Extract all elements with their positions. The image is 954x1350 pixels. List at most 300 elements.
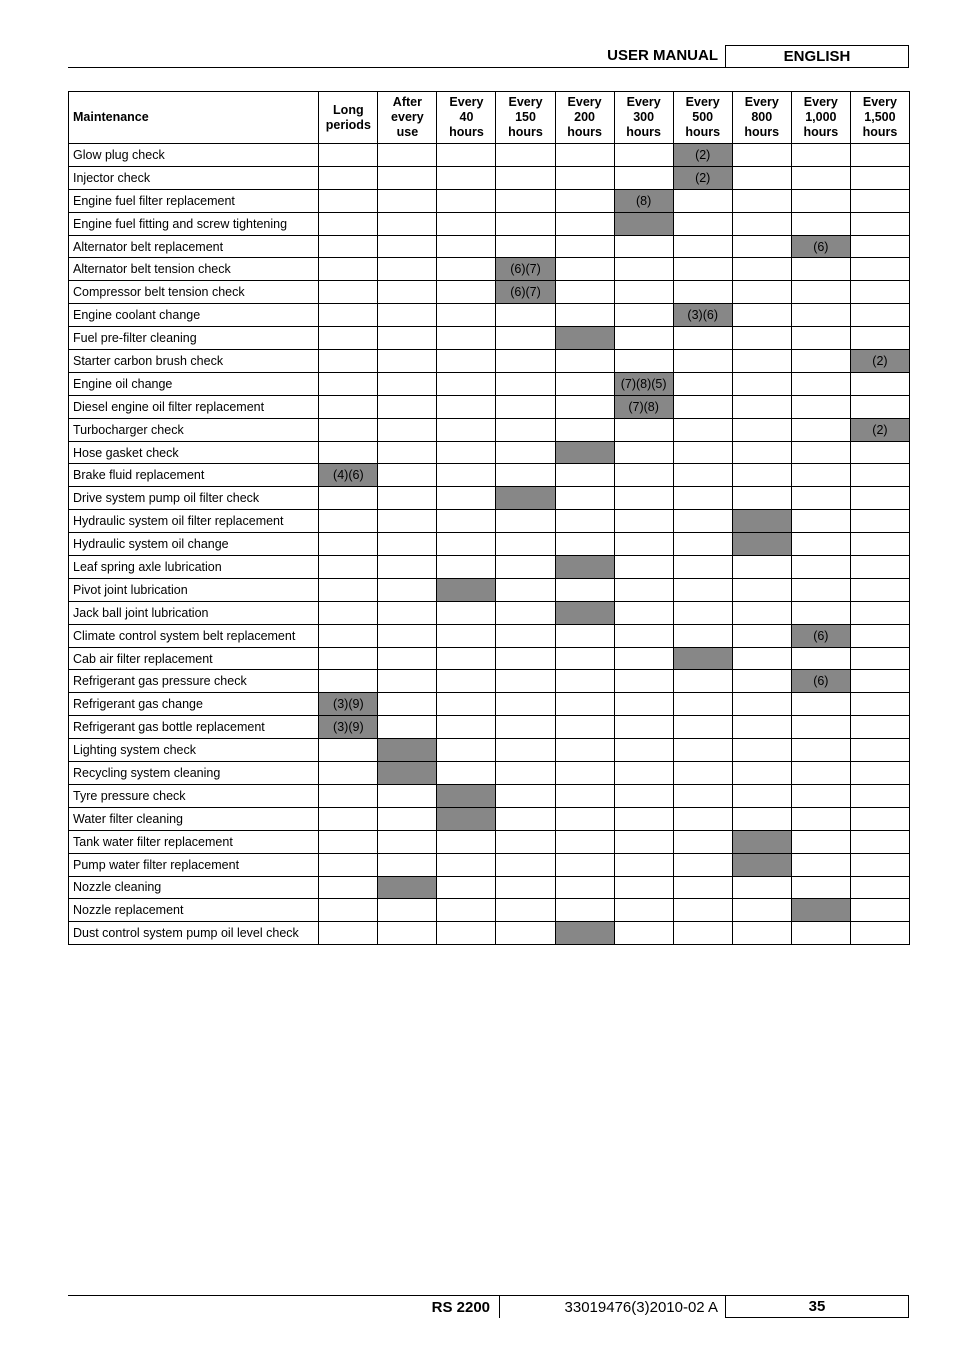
table-row: [69, 739, 910, 762]
empty-cell: [850, 372, 909, 395]
empty-cell: [673, 762, 732, 785]
table-row: [69, 601, 910, 624]
empty-cell: [378, 670, 437, 693]
empty-cell: [437, 418, 496, 441]
scheduled-cell: (6): [791, 624, 850, 647]
scheduled-cell: (2): [850, 350, 909, 373]
empty-cell: [437, 556, 496, 579]
scheduled-cell: (6)(7): [496, 281, 555, 304]
task-label: Nozzle cleaning: [69, 876, 319, 899]
empty-cell: [614, 281, 673, 304]
scheduled-cell: [378, 876, 437, 899]
column-header-line: hours: [449, 125, 484, 139]
empty-cell: [732, 212, 791, 235]
empty-cell: [319, 418, 378, 441]
table-row: [69, 212, 910, 235]
empty-cell: [378, 212, 437, 235]
language-label: ENGLISH: [725, 45, 909, 67]
empty-cell: [614, 166, 673, 189]
scheduled-cell: (3)(9): [319, 716, 378, 739]
empty-cell: [378, 624, 437, 647]
empty-cell: [850, 510, 909, 533]
empty-cell: [555, 578, 614, 601]
empty-cell: [850, 578, 909, 601]
empty-cell: [378, 487, 437, 510]
empty-cell: [496, 510, 555, 533]
table-header-row: [69, 92, 910, 144]
empty-cell: [732, 601, 791, 624]
column-header-line: every: [391, 110, 424, 124]
document-code: 33019476(3)2010-02 A: [564, 1299, 718, 1316]
empty-cell: [496, 212, 555, 235]
empty-cell: [496, 578, 555, 601]
empty-cell: [319, 670, 378, 693]
empty-cell: [319, 258, 378, 281]
table-row: [69, 807, 910, 830]
empty-cell: [850, 899, 909, 922]
footer-divider: [499, 1296, 500, 1318]
empty-cell: [496, 739, 555, 762]
table-row: [69, 693, 910, 716]
empty-cell: [791, 533, 850, 556]
empty-cell: [791, 258, 850, 281]
column-header-line: periods: [325, 117, 371, 132]
empty-cell: [496, 784, 555, 807]
empty-cell: [437, 739, 496, 762]
empty-cell: [791, 441, 850, 464]
task-label: Compressor belt tension check: [69, 281, 319, 304]
task-label: Refrigerant gas bottle replacement: [69, 716, 319, 739]
empty-cell: [732, 487, 791, 510]
empty-cell: [732, 739, 791, 762]
empty-cell: [850, 922, 909, 945]
empty-cell: [319, 304, 378, 327]
empty-cell: [850, 235, 909, 258]
empty-cell: [850, 189, 909, 212]
empty-cell: [437, 830, 496, 853]
scheduled-cell: (4)(6): [319, 464, 378, 487]
empty-cell: [791, 578, 850, 601]
empty-cell: [732, 189, 791, 212]
empty-cell: [496, 670, 555, 693]
empty-cell: [850, 212, 909, 235]
table-row: [69, 762, 910, 785]
table-row: [69, 350, 910, 373]
empty-cell: [378, 441, 437, 464]
table-row: [69, 487, 910, 510]
empty-cell: [732, 166, 791, 189]
empty-cell: [496, 166, 555, 189]
empty-cell: [673, 372, 732, 395]
empty-cell: [319, 739, 378, 762]
empty-cell: [496, 556, 555, 579]
page-header: [68, 45, 909, 68]
empty-cell: [437, 510, 496, 533]
task-label: Leaf spring axle lubrication: [69, 556, 319, 579]
table-row: [69, 327, 910, 350]
empty-cell: [319, 876, 378, 899]
empty-cell: [850, 693, 909, 716]
empty-cell: [673, 464, 732, 487]
empty-cell: [555, 876, 614, 899]
empty-cell: [555, 258, 614, 281]
empty-cell: [319, 235, 378, 258]
empty-cell: [614, 144, 673, 167]
empty-cell: [378, 693, 437, 716]
column-header-line: hours: [685, 125, 721, 139]
empty-cell: [319, 487, 378, 510]
empty-cell: [378, 258, 437, 281]
empty-cell: [614, 647, 673, 670]
table-row: [69, 876, 910, 899]
column-header-interval: [791, 92, 850, 144]
scheduled-cell: (6): [791, 670, 850, 693]
empty-cell: [555, 281, 614, 304]
empty-cell: [496, 418, 555, 441]
empty-cell: [496, 601, 555, 624]
empty-cell: [791, 556, 850, 579]
empty-cell: [319, 212, 378, 235]
empty-cell: [850, 762, 909, 785]
empty-cell: [437, 647, 496, 670]
empty-cell: [791, 762, 850, 785]
empty-cell: [555, 166, 614, 189]
table-row: [69, 670, 910, 693]
scheduled-cell: [555, 327, 614, 350]
empty-cell: [614, 510, 673, 533]
task-label: Refrigerant gas pressure check: [69, 670, 319, 693]
empty-cell: [732, 235, 791, 258]
empty-cell: [791, 418, 850, 441]
empty-cell: [732, 281, 791, 304]
empty-cell: [555, 716, 614, 739]
empty-cell: [496, 533, 555, 556]
column-header-line: Long: [333, 102, 364, 117]
empty-cell: [614, 556, 673, 579]
empty-cell: [555, 464, 614, 487]
empty-cell: [614, 807, 673, 830]
empty-cell: [555, 212, 614, 235]
empty-cell: [614, 578, 673, 601]
empty-cell: [319, 830, 378, 853]
task-label: Engine oil change: [69, 372, 319, 395]
column-header-interval: [496, 92, 555, 144]
empty-cell: [378, 807, 437, 830]
scheduled-cell: (3)(6): [673, 304, 732, 327]
empty-cell: [496, 876, 555, 899]
empty-cell: [319, 166, 378, 189]
empty-cell: [437, 235, 496, 258]
empty-cell: [378, 830, 437, 853]
empty-cell: [378, 578, 437, 601]
empty-cell: [673, 670, 732, 693]
column-header-line: Every: [744, 95, 779, 109]
empty-cell: [378, 899, 437, 922]
empty-cell: [732, 716, 791, 739]
empty-cell: [732, 327, 791, 350]
scheduled-cell: [732, 510, 791, 533]
empty-cell: [614, 922, 673, 945]
empty-cell: [673, 327, 732, 350]
column-header-line: 40: [459, 110, 474, 124]
table-row: [69, 578, 910, 601]
task-label: Drive system pump oil filter check: [69, 487, 319, 510]
empty-cell: [437, 327, 496, 350]
column-header-line: Every: [567, 95, 602, 109]
empty-cell: [673, 441, 732, 464]
empty-cell: [378, 395, 437, 418]
column-header-line: hours: [744, 125, 780, 139]
empty-cell: [496, 853, 555, 876]
empty-cell: [319, 533, 378, 556]
empty-cell: [496, 189, 555, 212]
empty-cell: [378, 510, 437, 533]
task-label: Diesel engine oil filter replacement: [69, 395, 319, 418]
task-label: Injector check: [69, 166, 319, 189]
empty-cell: [496, 830, 555, 853]
empty-cell: [378, 533, 437, 556]
empty-cell: [673, 830, 732, 853]
empty-cell: [673, 212, 732, 235]
empty-cell: [555, 372, 614, 395]
scheduled-cell: (2): [850, 418, 909, 441]
column-header-interval: [378, 92, 437, 144]
empty-cell: [614, 853, 673, 876]
table-row: [69, 235, 910, 258]
empty-cell: [378, 144, 437, 167]
empty-cell: [850, 716, 909, 739]
column-header-line: Every: [508, 95, 543, 109]
empty-cell: [673, 556, 732, 579]
task-label: Nozzle replacement: [69, 899, 319, 922]
empty-cell: [437, 693, 496, 716]
column-header-line: Every: [626, 95, 661, 109]
empty-cell: [791, 830, 850, 853]
empty-cell: [496, 372, 555, 395]
empty-cell: [319, 624, 378, 647]
empty-cell: [614, 235, 673, 258]
empty-cell: [673, 601, 732, 624]
table-row: [69, 533, 910, 556]
empty-cell: [319, 578, 378, 601]
empty-cell: [555, 418, 614, 441]
empty-cell: [437, 601, 496, 624]
table-row: [69, 281, 910, 304]
column-header-line: 500: [692, 110, 714, 124]
task-label: Turbocharger check: [69, 418, 319, 441]
empty-cell: [319, 510, 378, 533]
empty-cell: [673, 281, 732, 304]
empty-cell: [614, 464, 673, 487]
column-header-interval: [850, 92, 909, 144]
empty-cell: [614, 418, 673, 441]
scheduled-cell: [437, 784, 496, 807]
empty-cell: [673, 739, 732, 762]
empty-cell: [378, 784, 437, 807]
scheduled-cell: (8): [614, 189, 673, 212]
empty-cell: [319, 784, 378, 807]
column-header-maintenance: [69, 92, 319, 144]
empty-cell: [378, 464, 437, 487]
empty-cell: [732, 304, 791, 327]
empty-cell: [378, 350, 437, 373]
scheduled-cell: [496, 487, 555, 510]
scheduled-cell: [555, 922, 614, 945]
scheduled-cell: [732, 830, 791, 853]
model-name: RS 2200: [431, 1299, 490, 1316]
empty-cell: [555, 235, 614, 258]
empty-cell: [378, 556, 437, 579]
empty-cell: [437, 762, 496, 785]
empty-cell: [437, 922, 496, 945]
empty-cell: [791, 144, 850, 167]
task-label: Tyre pressure check: [69, 784, 319, 807]
scheduled-cell: [437, 578, 496, 601]
empty-cell: [614, 327, 673, 350]
empty-cell: [673, 487, 732, 510]
empty-cell: [673, 693, 732, 716]
column-header-line: After: [392, 95, 422, 109]
column-header-line: hours: [508, 125, 543, 139]
empty-cell: [378, 281, 437, 304]
empty-cell: [791, 807, 850, 830]
empty-cell: [319, 144, 378, 167]
scheduled-cell: [378, 739, 437, 762]
scheduled-cell: [673, 647, 732, 670]
column-header-line: use: [396, 125, 419, 139]
empty-cell: [732, 556, 791, 579]
empty-cell: [673, 784, 732, 807]
table-row: [69, 304, 910, 327]
table-row: [69, 784, 910, 807]
empty-cell: [496, 441, 555, 464]
empty-cell: [496, 304, 555, 327]
empty-cell: [614, 762, 673, 785]
empty-cell: [850, 601, 909, 624]
empty-cell: [496, 464, 555, 487]
table-row: [69, 899, 910, 922]
column-header-line: hours: [567, 125, 602, 139]
empty-cell: [791, 350, 850, 373]
task-label: Recycling system cleaning: [69, 762, 319, 785]
scheduled-cell: (3)(9): [319, 693, 378, 716]
empty-cell: [378, 601, 437, 624]
empty-cell: [437, 441, 496, 464]
scheduled-cell: [555, 441, 614, 464]
scheduled-cell: (7)(8): [614, 395, 673, 418]
empty-cell: [437, 899, 496, 922]
scheduled-cell: [791, 899, 850, 922]
empty-cell: [791, 853, 850, 876]
empty-cell: [319, 556, 378, 579]
empty-cell: [378, 647, 437, 670]
empty-cell: [437, 853, 496, 876]
empty-cell: [496, 624, 555, 647]
empty-cell: [437, 670, 496, 693]
empty-cell: [319, 899, 378, 922]
column-header-line: 800: [751, 110, 773, 124]
empty-cell: [791, 784, 850, 807]
empty-cell: [496, 327, 555, 350]
empty-cell: [437, 876, 496, 899]
empty-cell: [437, 487, 496, 510]
empty-cell: [732, 624, 791, 647]
empty-cell: [437, 716, 496, 739]
task-label: Pivot joint lubrication: [69, 578, 319, 601]
empty-cell: [791, 876, 850, 899]
task-label: Fuel pre-filter cleaning: [69, 327, 319, 350]
empty-cell: [673, 899, 732, 922]
empty-cell: [614, 739, 673, 762]
empty-cell: [850, 487, 909, 510]
empty-cell: [673, 807, 732, 830]
empty-cell: [319, 441, 378, 464]
empty-cell: [614, 670, 673, 693]
empty-cell: [850, 784, 909, 807]
empty-cell: [850, 830, 909, 853]
empty-cell: [791, 716, 850, 739]
page-number: 35: [725, 1296, 909, 1318]
empty-cell: [850, 556, 909, 579]
empty-cell: [378, 166, 437, 189]
table-row: [69, 189, 910, 212]
column-header-interval: [614, 92, 673, 144]
maintenance-schedule-table: [68, 91, 910, 945]
table-row: [69, 464, 910, 487]
empty-cell: [555, 487, 614, 510]
task-label: Hydraulic system oil filter replacement: [69, 510, 319, 533]
empty-cell: [437, 281, 496, 304]
empty-cell: [378, 922, 437, 945]
empty-cell: [378, 716, 437, 739]
empty-cell: [791, 304, 850, 327]
empty-cell: [673, 716, 732, 739]
empty-cell: [437, 304, 496, 327]
table-body: [69, 144, 910, 945]
empty-cell: [850, 624, 909, 647]
empty-cell: [732, 922, 791, 945]
scheduled-cell: (7)(8)(5): [614, 372, 673, 395]
empty-cell: [437, 372, 496, 395]
scheduled-cell: [437, 807, 496, 830]
task-label: Starter carbon brush check: [69, 350, 319, 373]
table-row: [69, 647, 910, 670]
empty-cell: [496, 899, 555, 922]
empty-cell: [791, 281, 850, 304]
empty-cell: [614, 830, 673, 853]
empty-cell: [437, 395, 496, 418]
empty-cell: [496, 144, 555, 167]
empty-cell: [378, 189, 437, 212]
scheduled-cell: [378, 762, 437, 785]
empty-cell: [555, 624, 614, 647]
scheduled-cell: (2): [673, 166, 732, 189]
page-footer: [68, 1295, 909, 1318]
empty-cell: [555, 189, 614, 212]
empty-cell: [850, 876, 909, 899]
empty-cell: [555, 350, 614, 373]
column-header-line: Every: [449, 95, 484, 109]
empty-cell: [850, 853, 909, 876]
empty-cell: [791, 395, 850, 418]
empty-cell: [732, 670, 791, 693]
task-label: Hose gasket check: [69, 441, 319, 464]
empty-cell: [555, 304, 614, 327]
column-header-line: hours: [803, 125, 839, 139]
empty-cell: [614, 899, 673, 922]
table-row: [69, 853, 910, 876]
scheduled-cell: (6)(7): [496, 258, 555, 281]
